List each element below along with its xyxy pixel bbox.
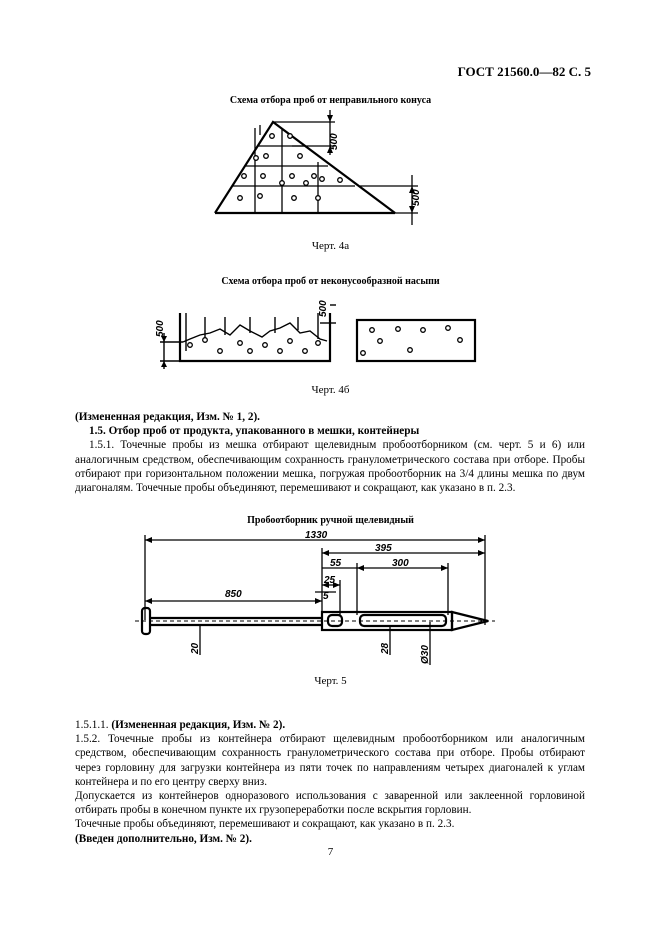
fig5-title: Пробоотборник ручной щелевидный	[247, 515, 414, 526]
fig5-dim-25: 25	[324, 575, 336, 586]
paragraph-1-5-1: 1.5.1. Точечные пробы из мешка отбирают щелевидным пробоотборником (см. черт. 5 и 6) или аналогичным средством, обеспечивающим сохранность гранулометрического состава при отборе. Пробы отбирают при горизонтальном положении мешка, погружая пробоотборник на 3/4 длины мешка по двум диагоналям. Точечные пробы объединяют, перемешивают и сокращают, как указано в п. 2.3.	[75, 439, 585, 495]
fig5-dim-20: 20	[190, 642, 201, 654]
page-header: ГОСТ 21560.0—82 С. 5	[457, 64, 591, 79]
section-1-5	[75, 410, 585, 495]
paragraph-1-5-1-1: 1.5.1.1. (Измененная редакция, Изм. № 2).	[75, 719, 286, 731]
fig4b-title: Схема отбора проб от неконусообразной насыпи	[221, 276, 440, 287]
fig4b-diagram	[150, 295, 490, 375]
section-1-5-2	[75, 718, 585, 846]
fig4a-dim2: 500	[411, 189, 422, 206]
paragraph-mix: Точечные пробы объединяют, перемешивают и сокращают, как указано в п. 2.3.	[75, 818, 455, 831]
fig5-dim-30: Ø30	[420, 645, 431, 664]
fig5-dim-850: 850	[225, 589, 242, 600]
fig5-dim-300: 300	[392, 558, 409, 569]
fig4b-dim1: 500	[155, 320, 166, 337]
fig4a-diagram	[200, 110, 430, 230]
fig5-dim-1330: 1330	[305, 530, 328, 541]
fig4a-caption: Черт. 4а	[311, 240, 350, 252]
fig5-caption: Черт. 5	[314, 675, 347, 687]
paragraph-one-time: Допускается из контейнеров одноразового использования с заваренной или заклеенной горловиной отбирать пробы в конечном пункте их грузопереработки после вскрытия горловин.	[75, 790, 585, 817]
fig4a-title: Схема отбора проб от неправильного конуса	[229, 95, 432, 106]
fig5-dim-55: 55	[330, 558, 342, 569]
fig5-diagram	[130, 530, 500, 670]
fig5-dim-28: 28	[380, 642, 391, 654]
page-number: 7	[327, 846, 334, 858]
fig5-dim-395: 395	[375, 543, 392, 554]
amendment-note-2: (Введен дополнительно, Изм. № 2).	[75, 832, 252, 845]
fig4a-dim1: 500	[329, 133, 340, 150]
amendment-note-1: (Измененная редакция, Изм. № 1, 2).	[75, 411, 260, 423]
fraction: 3/4	[459, 467, 474, 480]
paragraph-1-5-2: 1.5.2. Точечные пробы из контейнера отбирают щелевидным пробоотборником или аналогичным средством, обеспечивающим сохранность гранулометрического состава при отборе. Пробы отбирают через горловину для загрузки контейнера из пяти точек по направлениям четырех диагоналей к углам контейнера и по его центру сверху вниз.	[75, 733, 585, 788]
fig4b-dim2: 500	[318, 300, 329, 317]
section-heading: 1.5. Отбор проб от продукта, упакованного в мешки, контейнеры	[89, 425, 420, 438]
fig5-dim-5: 5	[323, 591, 329, 602]
fig4b-caption: Черт. 4б	[311, 384, 350, 396]
